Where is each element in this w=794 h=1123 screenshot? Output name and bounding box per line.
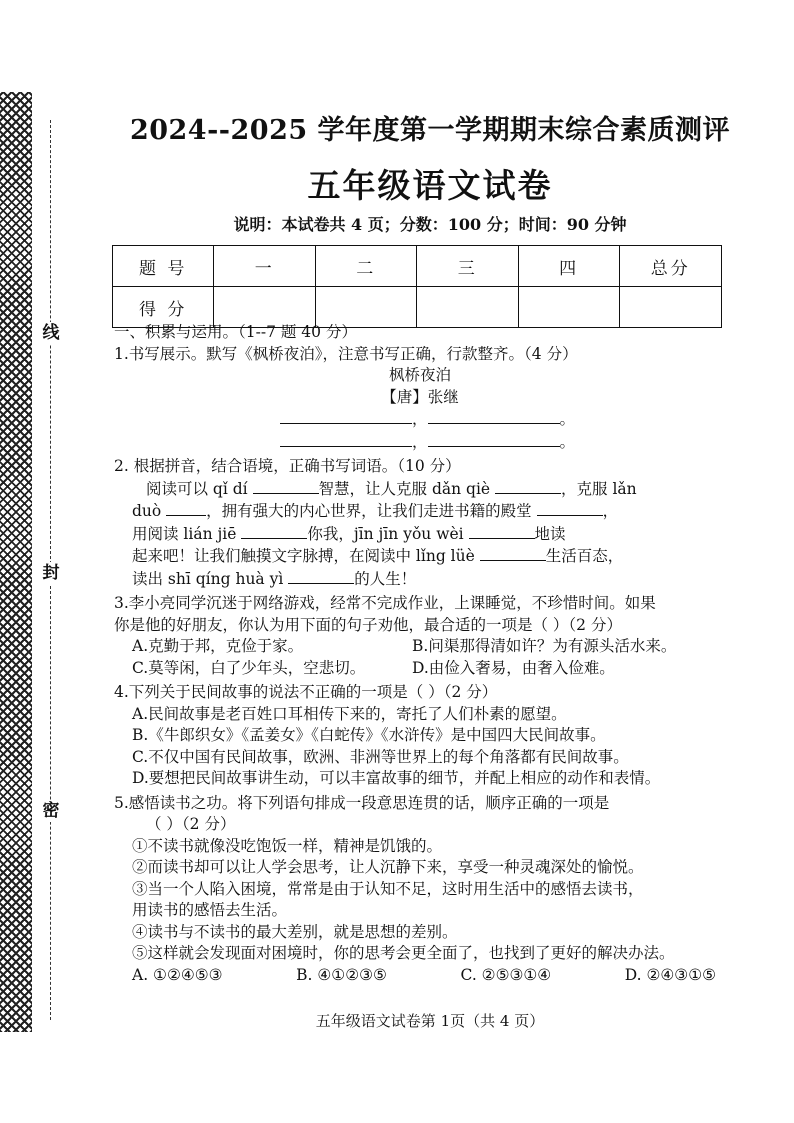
question-3-options-cd	[114, 658, 726, 680]
answer-blank[interactable]	[480, 545, 546, 561]
option-a: A. ①②④⑤③	[132, 965, 223, 984]
score-header-cell: 二	[315, 246, 416, 287]
score-header-cell: 一	[214, 246, 315, 287]
question-2-line-5: 读出 shī qíng huà yì 的人生！	[132, 569, 417, 588]
option-d: D. ②④③①⑤	[624, 965, 716, 984]
answer-blank[interactable]	[537, 500, 603, 516]
question-3-options-ab	[114, 636, 726, 658]
poem-author: 【唐】张继	[381, 387, 459, 406]
answer-blank[interactable]	[280, 431, 412, 447]
score-header-cell: 总分	[620, 246, 722, 287]
option-c: C.不仅中国有民间故事，欧洲、非洲等世界上的每个角落都有民间故事。	[132, 747, 629, 766]
poem-line-2: ， 。	[114, 431, 726, 454]
question-5-text-2: （ ）（2 分）	[146, 815, 236, 833]
sentence-3-continued: 用读书的感悟去生活。	[132, 901, 288, 919]
score-header-cell: 题 号	[113, 246, 214, 287]
answer-blank[interactable]	[253, 478, 319, 494]
sentence-3: ③当一个人陷入困境，常常是由于认知不足，这时用生活中的感悟去读书，	[132, 879, 644, 898]
binding-margin-pattern	[0, 92, 32, 1032]
answer-blank[interactable]	[428, 431, 560, 447]
option-c: C.莫等闲，白了少年头，空悲切。	[132, 658, 366, 677]
sentence-5: ⑤这样就会发现面对困境时，你的思考会更全面了，也找到了更好的解决办法。	[132, 944, 675, 962]
option-c: C. ②⑤③①④	[460, 965, 552, 984]
answer-blank[interactable]	[469, 523, 535, 539]
answer-blank[interactable]	[280, 408, 412, 424]
question-4-text: 4.下列关于民间故事的说法不正确的一项是（ ）（2 分）	[114, 683, 498, 701]
score-table-header-row	[113, 246, 722, 287]
exam-title: 2024--2025 学年度第一学期期末综合素质测评	[129, 115, 731, 146]
score-table	[112, 245, 722, 328]
sentence-1: ①不读书就像没吃饱饭一样，精神是饥饿的。	[132, 836, 443, 855]
question-5-options	[114, 965, 726, 987]
question-1-text: 1.书写展示。默写《枫桥夜泊》，注意书写正确，行款整齐。（4 分）	[114, 344, 578, 363]
option-d: D.要想把民间故事讲生动，可以丰富故事的细节，并配上相应的动作和表情。	[132, 769, 661, 787]
exam-subtitle: 五年级语文试卷	[307, 166, 553, 205]
binding-char-xian: 线	[40, 322, 62, 344]
answer-blank[interactable]	[428, 408, 560, 424]
question-5-text-1: 5.感悟读书之功。将下列语句排成一段意思连贯的话，顺序正确的一项是	[114, 793, 610, 812]
exam-instructions: 说明：本试卷共 4 页；分数：100 分；时间：90 分钟	[233, 215, 627, 234]
option-a: A.克勤于邦，克俭于家。	[132, 637, 304, 655]
answer-blank[interactable]	[495, 478, 561, 494]
question-2-line-3: 用阅读 lián jiē 你我，jīn jīn yǒu wèi 地读	[132, 524, 566, 543]
answer-blank[interactable]	[288, 568, 354, 584]
binding-char-feng: 封	[40, 562, 62, 584]
score-header-cell: 三	[417, 246, 518, 287]
poem-title: 枫桥夜泊	[388, 366, 451, 384]
sentence-4: ④读书与不读书的最大差别，就是思想的差别。	[132, 922, 458, 941]
question-2-line-4: 起来吧！让我们触摸文字脉搏，在阅读中 lǐng lüè 生活百态，	[132, 547, 624, 565]
option-b: B.《牛郎织女》《孟姜女》《白蛇传》《水浒传》是中国四大民间故事。	[132, 726, 606, 744]
option-a: A.民间故事是老百姓口耳相传下来的，寄托了人们朴素的愿望。	[132, 704, 567, 723]
page-footer: 五年级语文试卷第 1页（共 4 页）	[315, 1012, 545, 1030]
option-d: D.由俭入奢易，由奢入俭难。	[412, 658, 615, 677]
answer-blank[interactable]	[166, 500, 206, 516]
exam-content	[114, 322, 726, 986]
section-heading: 一、积累与运用。（1--7 题 40 分）	[114, 323, 357, 341]
question-2-line-1: 阅读可以 qǐ dí 智慧，让人克服 dǎn qiè ，克服 lǎn	[146, 479, 637, 498]
score-header-cell: 四	[518, 246, 619, 287]
poem-line-1: ， 。	[114, 408, 726, 431]
option-b: B. ④①②③⑤	[296, 965, 387, 984]
question-2-text: 2. 根据拼音，结合语境，正确书写词语。（10 分）	[114, 457, 461, 475]
question-2-line-2: duò ，拥有强大的内心世界，让我们走进书籍的殿堂 ，	[132, 502, 619, 520]
binding-char-mi: 密	[40, 800, 62, 822]
sentence-2: ②而读书却可以让人学会思考，让人沉静下来，享受一种灵魂深处的愉悦。	[132, 858, 644, 876]
question-3-text-1: 3.李小亮同学沉迷于网络游戏，经常不完成作业，上课睡觉，不珍惜时间。如果	[114, 594, 656, 612]
answer-blank[interactable]	[241, 523, 307, 539]
score-row-label: 得 分	[113, 287, 214, 328]
question-3-text-2: 你是他的好朋友，你认为用下面的句子劝他，最合适的一项是（ ）（2 分）	[114, 615, 622, 634]
option-b: B.问渠那得清如许？为有源头活水来。	[412, 637, 677, 655]
